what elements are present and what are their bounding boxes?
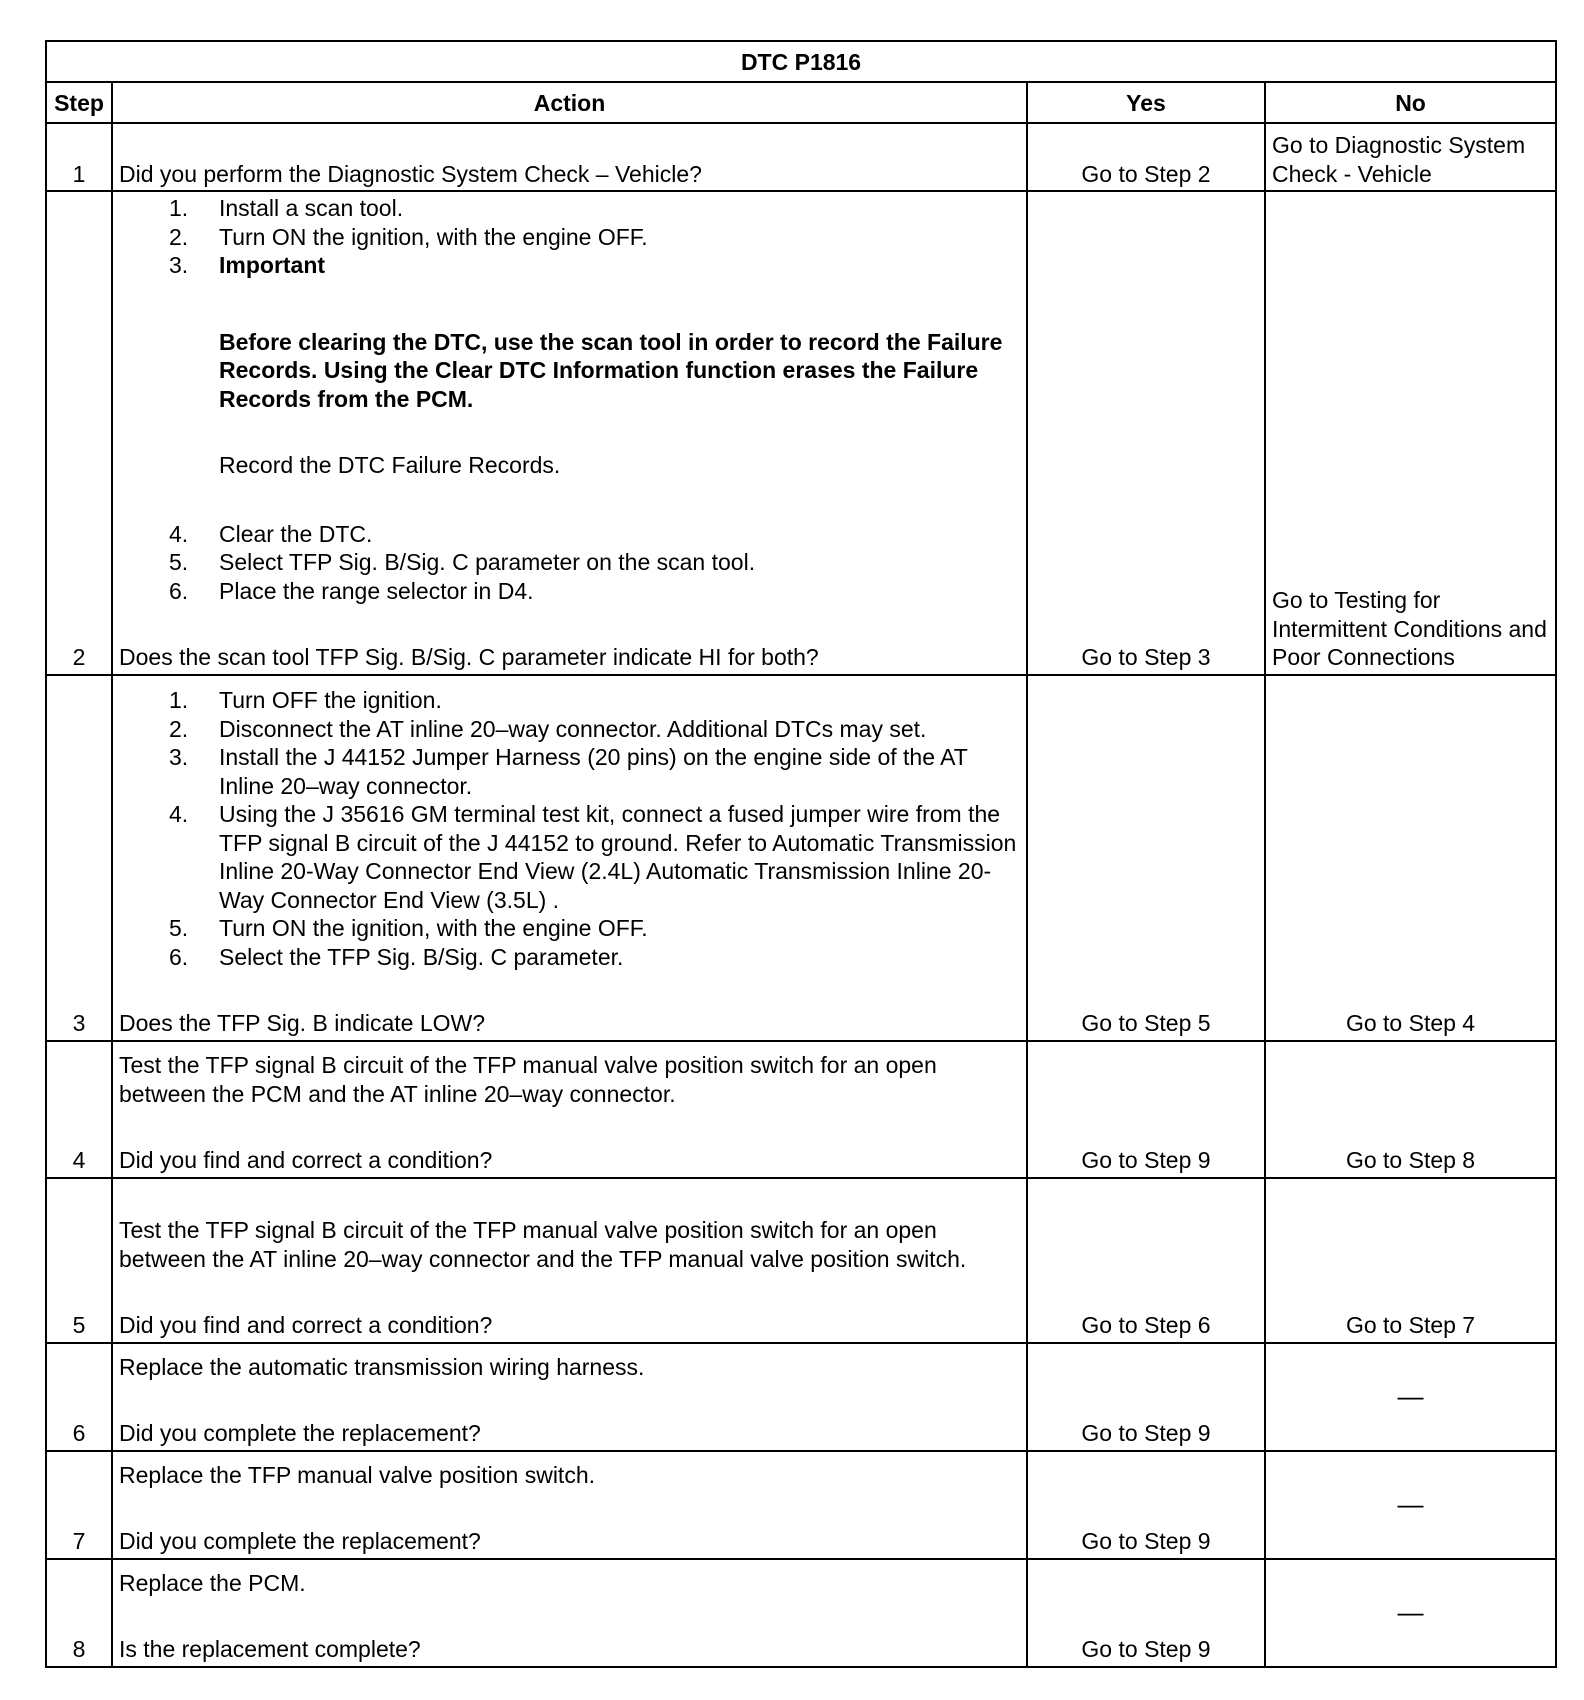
action-cell	[112, 1451, 1027, 1559]
instruction-list	[119, 686, 1020, 971]
step-number: 7	[46, 1451, 112, 1559]
action-question: Does the scan tool TFP Sig. B/Sig. C parameter indicate HI for both?	[119, 644, 819, 670]
list-item: 3. Install the J 44152 Jumper Harness (20 pins) on the engine side of the AT Inline 20–way connector.	[169, 744, 968, 799]
yes-cell: Go to Step 6	[1027, 1178, 1265, 1343]
no-cell: —	[1265, 1343, 1556, 1451]
no-cell: Go to Step 7	[1265, 1178, 1556, 1343]
list-item: 1. Install a scan tool.	[169, 195, 404, 221]
action-text: Test the TFP signal B circuit of the TFP manual valve position switch for an open between the PCM and the AT inline 20–way connector.	[119, 1052, 937, 1107]
action-text: Replace the TFP manual valve position switch.	[119, 1461, 596, 1488]
step-number: 4	[46, 1041, 112, 1178]
yes-cell: Go to Step 2	[1027, 123, 1265, 191]
action-question: Did you complete the replacement?	[119, 1420, 481, 1446]
no-cell: Go to Diagnostic System Check - Vehicle	[1265, 123, 1556, 191]
list-item: 6. Select the TFP Sig. B/Sig. C parameter.	[169, 943, 624, 970]
step-number: 2	[46, 191, 112, 675]
table-row	[46, 123, 1556, 191]
table-row	[46, 1451, 1556, 1559]
list-item: 5. Select TFP Sig. B/Sig. C parameter on the scan tool.	[169, 549, 756, 575]
record-instruction: Record the DTC Failure Records.	[219, 452, 561, 478]
list-item: 3. Important	[169, 252, 326, 278]
action-question: Did you complete the replacement?	[119, 1528, 481, 1554]
no-cell: —	[1265, 1451, 1556, 1559]
action-cell	[112, 1178, 1027, 1343]
header-action: Action	[112, 82, 1027, 123]
yes-cell: Go to Step 5	[1027, 675, 1265, 1041]
yes-cell: Go to Step 3	[1027, 191, 1265, 675]
action-question: Did you find and correct a condition?	[119, 1147, 493, 1173]
step-number: 3	[46, 675, 112, 1041]
table-row	[46, 191, 1556, 675]
header-step: Step	[46, 82, 112, 123]
action-text: Test the TFP signal B circuit of the TFP manual valve position switch for an open between the AT inline 20–way connector and the TFP manual valve position switch.	[119, 1217, 967, 1272]
instruction-list	[119, 194, 1020, 280]
action-question: Is the replacement complete?	[119, 1636, 421, 1662]
list-item: 5. Turn ON the ignition, with the engine OFF.	[169, 915, 648, 941]
step-number: 5	[46, 1178, 112, 1343]
dtc-table	[45, 40, 1557, 1668]
yes-cell: Go to Step 9	[1027, 1559, 1265, 1667]
list-item: 1. Turn OFF the ignition.	[169, 687, 442, 713]
action-text: Replace the automatic transmission wiring harness.	[119, 1353, 645, 1380]
list-item: 4. Using the J 35616 GM terminal test kit, connect a fused jumper wire from the TFP signal B circuit of the J 44152 to ground. Refer to Automatic Transmission Inline 20-Way Connector End View (2.4L) Automatic Transmission Inline 20-Way Connector End View (3.5L) .	[169, 801, 1017, 913]
table-title: DTC P1816	[46, 41, 1556, 82]
action-cell	[112, 1559, 1027, 1667]
action-question: Did you find and correct a condition?	[119, 1312, 493, 1338]
yes-cell: Go to Step 9	[1027, 1451, 1265, 1559]
header-yes: Yes	[1027, 82, 1265, 123]
step-number: 6	[46, 1343, 112, 1451]
list-item: 4. Clear the DTC.	[169, 520, 373, 547]
table-row	[46, 1343, 1556, 1451]
no-cell: Go to Step 8	[1265, 1041, 1556, 1178]
instruction-list	[119, 520, 1020, 606]
list-item: 6. Place the range selector in D4.	[169, 577, 534, 604]
action-text: Replace the PCM.	[119, 1569, 306, 1596]
step-number: 1	[46, 123, 112, 191]
yes-cell: Go to Step 9	[1027, 1343, 1265, 1451]
action-cell	[112, 191, 1027, 675]
important-note: Before clearing the DTC, use the scan tool in order to record the Failure Records. Using the Clear DTC Information function erases the Failure Records from the PCM.	[219, 328, 1003, 412]
action-question: Did you perform the Diagnostic System Check – Vehicle?	[119, 160, 702, 187]
yes-cell: Go to Step 9	[1027, 1041, 1265, 1178]
table-row	[46, 1178, 1556, 1343]
no-cell: Go to Testing for Intermittent Conditions and Poor Connections	[1265, 191, 1556, 675]
list-item: 2. Turn ON the ignition, with the engine OFF.	[169, 223, 648, 250]
table-row	[46, 1041, 1556, 1178]
table-row	[46, 675, 1556, 1041]
list-item: 2. Disconnect the AT inline 20–way connector. Additional DTCs may set.	[169, 715, 927, 742]
action-cell	[112, 1343, 1027, 1451]
action-cell	[112, 1041, 1027, 1178]
table-row	[46, 1559, 1556, 1667]
action-cell	[112, 123, 1027, 191]
no-cell: Go to Step 4	[1265, 675, 1556, 1041]
action-cell	[112, 675, 1027, 1041]
action-question: Does the TFP Sig. B indicate LOW?	[119, 1010, 486, 1036]
header-no: No	[1265, 82, 1556, 123]
step-number: 8	[46, 1559, 112, 1667]
no-cell: —	[1265, 1559, 1556, 1667]
